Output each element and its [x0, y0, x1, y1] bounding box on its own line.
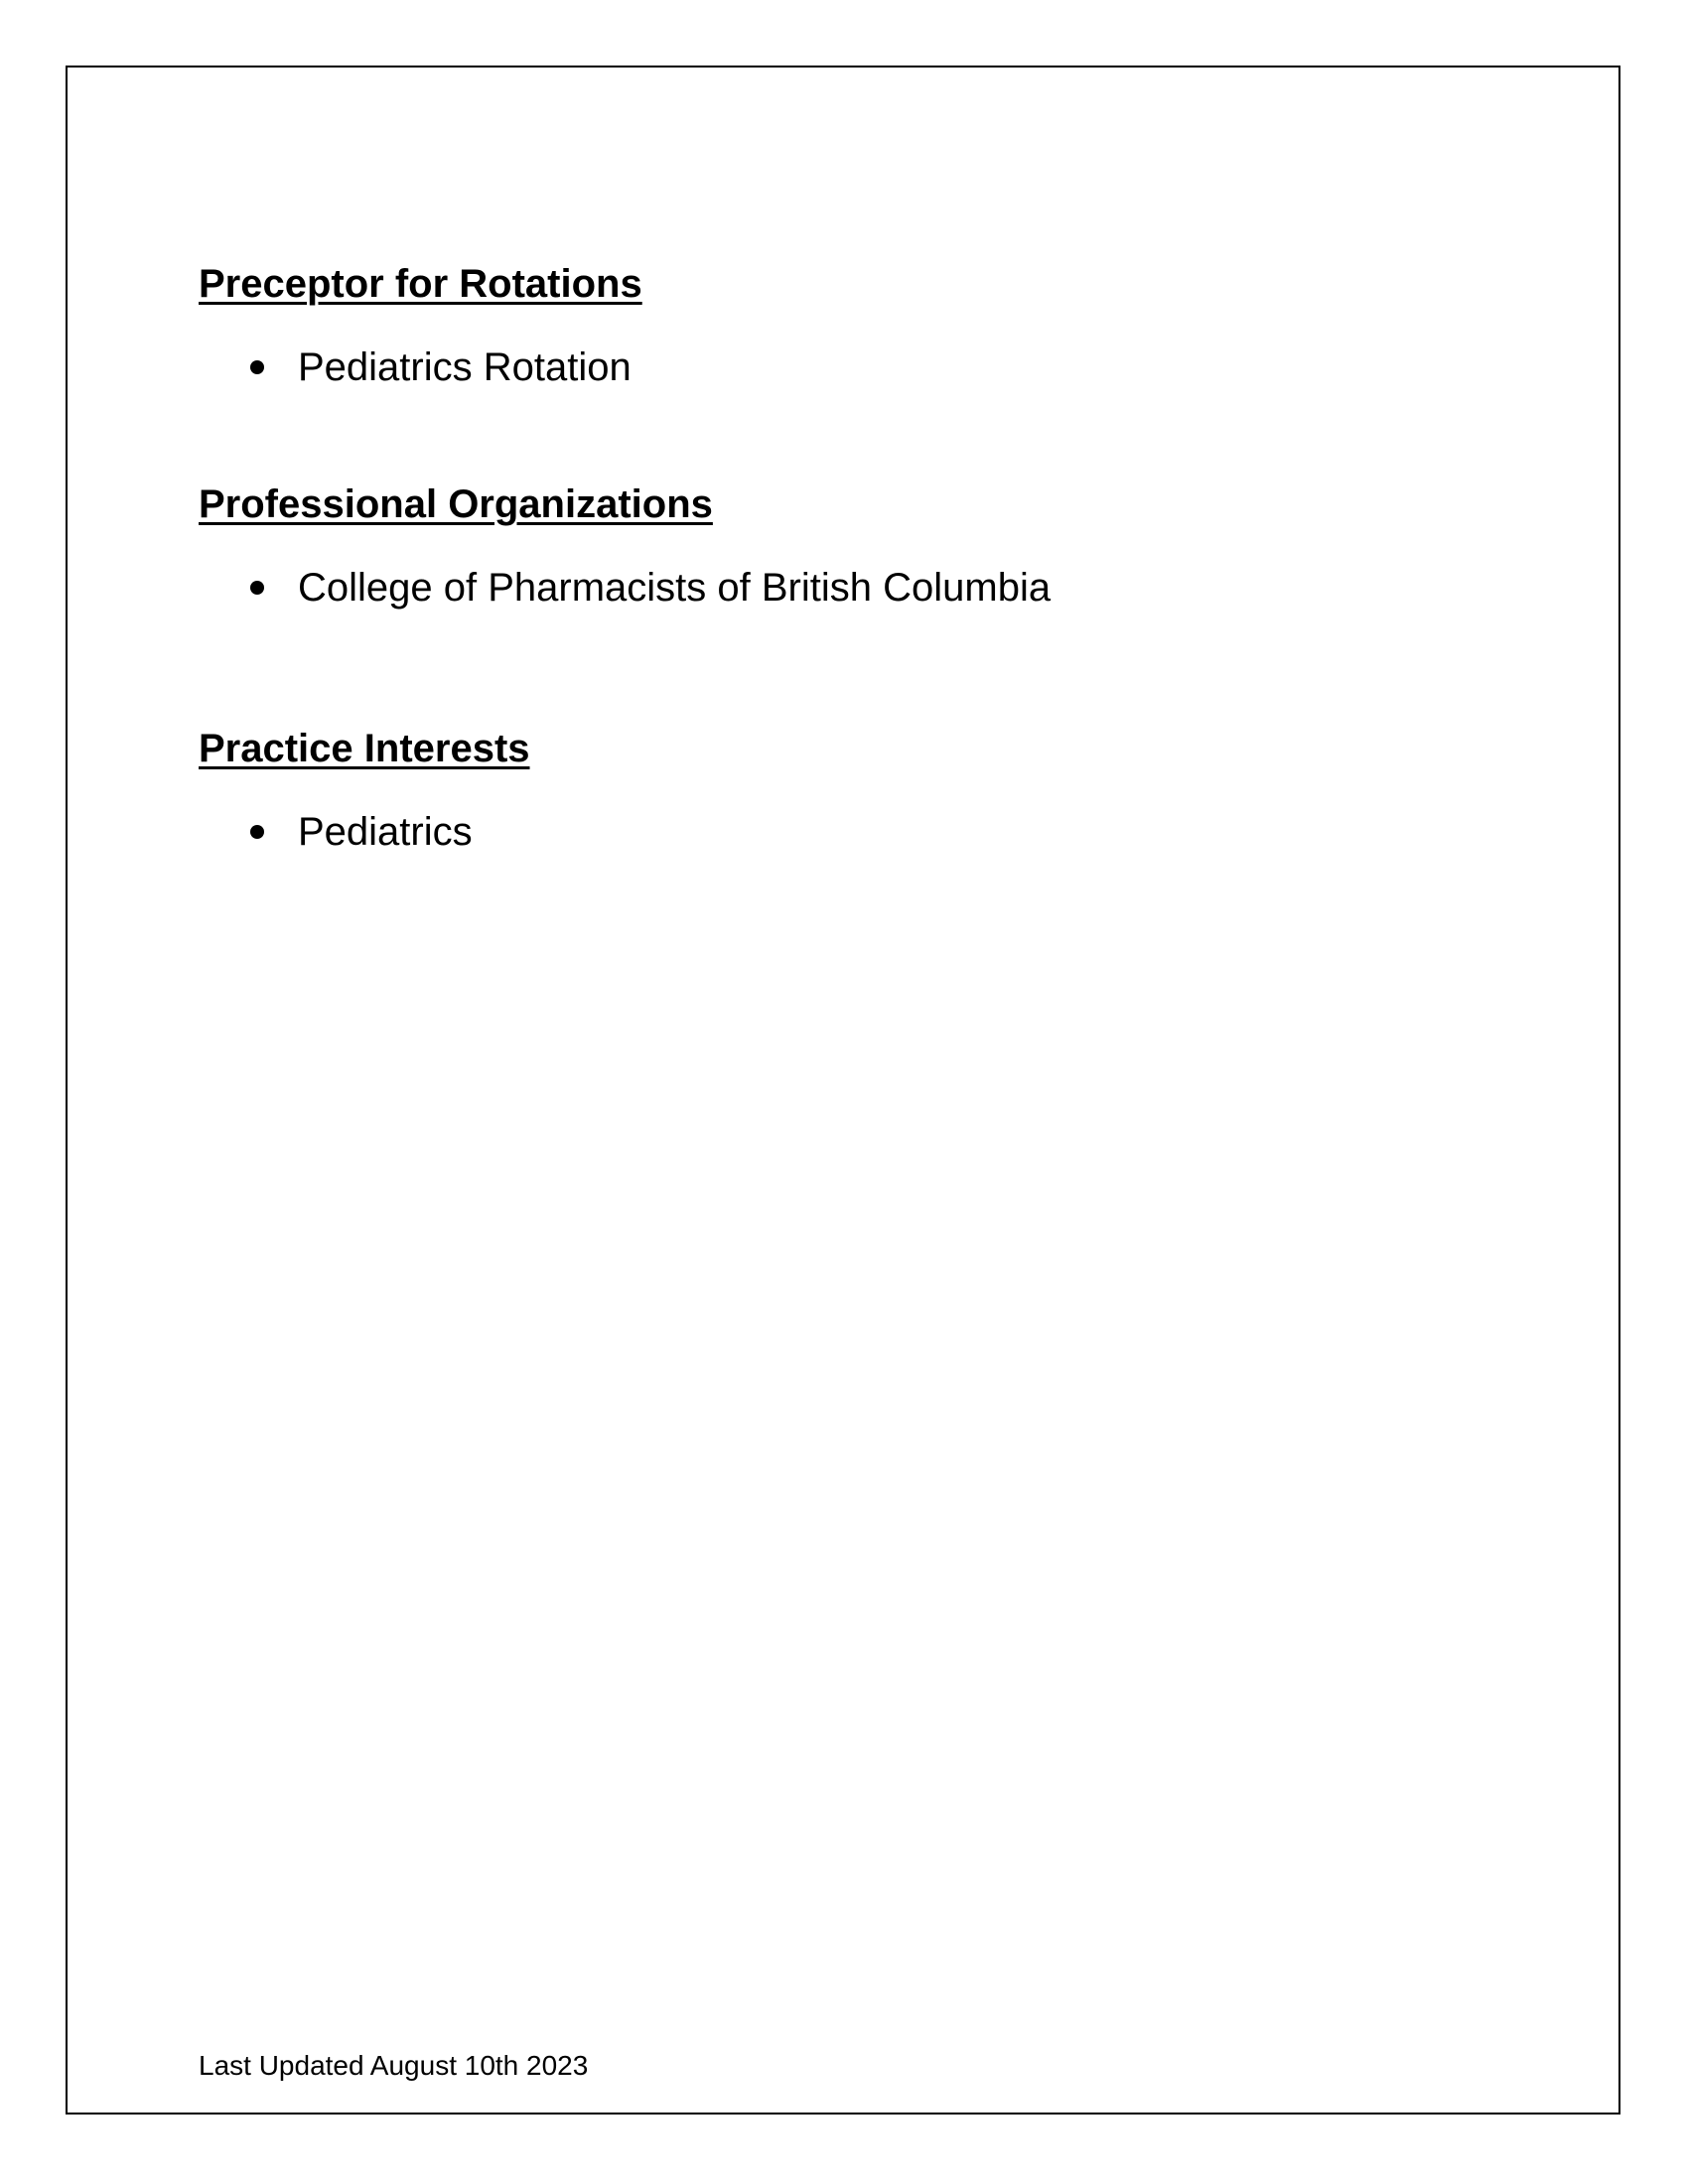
section-heading: Preceptor for Rotations: [199, 262, 642, 306]
section-professional-organizations: [199, 480, 1489, 612]
section-practice-interests: [199, 725, 1489, 856]
list-item: [199, 343, 1489, 391]
bullet-list: [199, 564, 1489, 612]
bullet-icon: [250, 360, 264, 374]
list-item: [199, 808, 1489, 856]
bullet-icon: [250, 825, 264, 839]
bullet-icon: [250, 581, 264, 595]
section-heading: Professional Organizations: [199, 482, 713, 526]
last-updated-note: Last Updated August 10th 2023: [199, 2050, 589, 2081]
list-item-text: College of Pharmacists of British Columbia: [298, 566, 1052, 610]
list-item: [199, 564, 1489, 612]
list-item-text: Pediatrics: [298, 810, 473, 854]
bullet-list: [199, 808, 1489, 856]
bullet-list: [199, 343, 1489, 391]
section-preceptor-for-rotations: [199, 260, 1489, 391]
list-item-text: Pediatrics Rotation: [298, 345, 632, 389]
section-heading: Practice Interests: [199, 727, 530, 770]
